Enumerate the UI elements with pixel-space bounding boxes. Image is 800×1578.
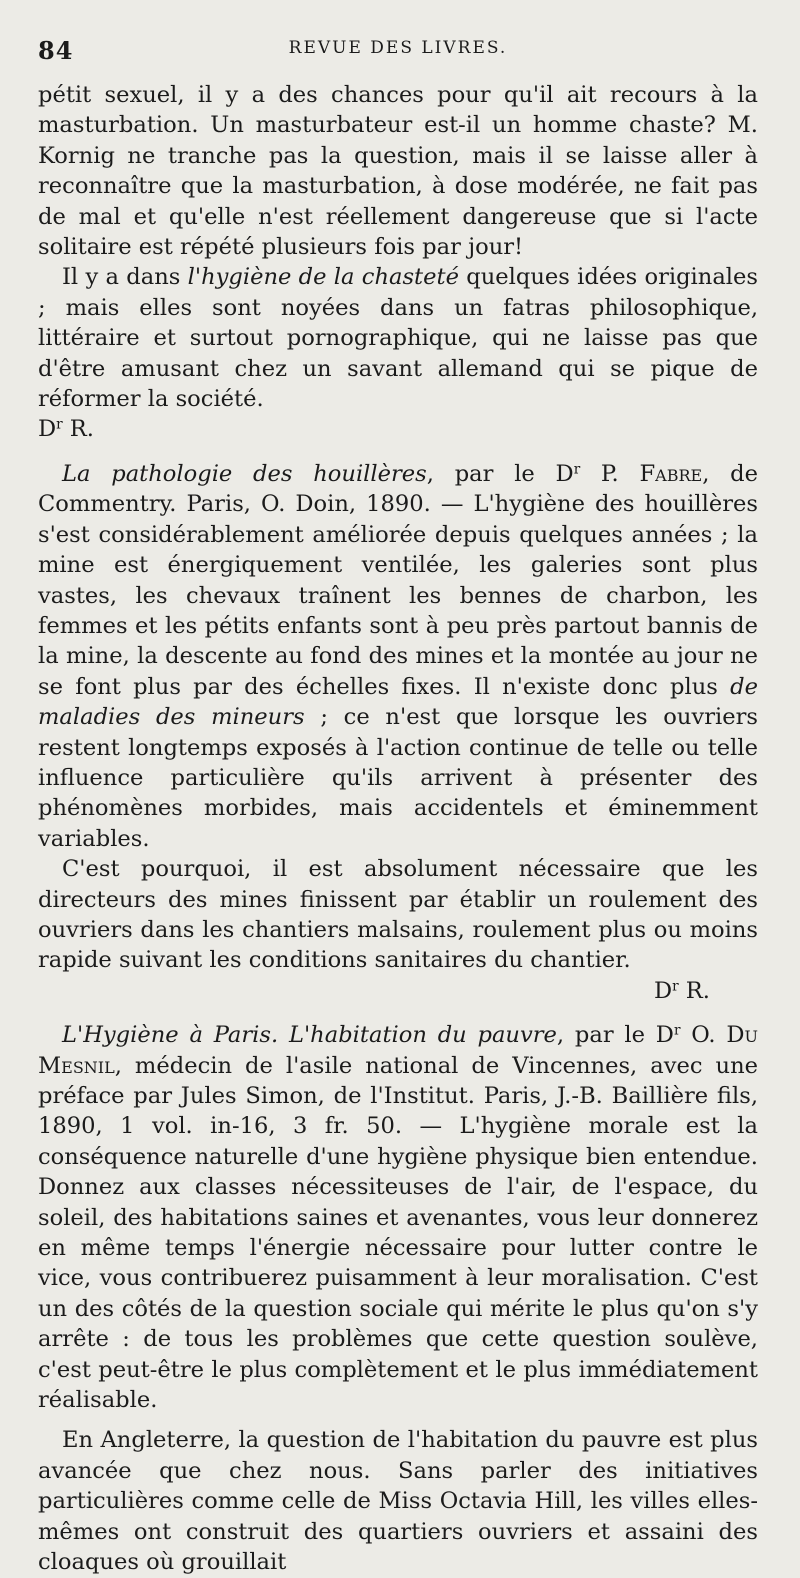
text-run: C'est pourquoi, il est absolument nécessaire que les directeurs des mines finissent par établir un roulement des ouvriers dans les chantiers malsains, roulement plus ou moins rapide suivant les conditions sanitaires du chantier. bbox=[38, 856, 758, 974]
text-run: P. bbox=[580, 460, 640, 487]
italic-phrase: de maladies des mineurs bbox=[38, 673, 758, 731]
text-sup: r bbox=[673, 1022, 681, 1039]
signature-sup: r bbox=[672, 978, 679, 995]
signature-text: R. bbox=[62, 416, 94, 443]
paragraph: pétit sexuel, il y a des chances pour qu'il ait recours à la masturbation. Un masturbateur est-il un homme chaste? M. Kornig ne tranche pas la question, mais il se laisse aller à reconnaître que la masturbation, à dose modérée, ne fait pas de mal et qu'elle n'est réellement dangereuse que si l'acte solitaire est répété plusieurs fois par jour! bbox=[38, 82, 758, 261]
text-run: quelques idées originales ; mais elles sont noyées dans un fatras philosophique, littéraire et surtout pornographique, qui ne laisse pas que d'être amusant chez un savant allemand qui se pique de réformer la société. bbox=[38, 264, 758, 413]
paragraph bbox=[38, 1020, 758, 1415]
page-body bbox=[38, 80, 758, 1578]
text-run: , de Commentry. Paris, O. Doin, 1890. — L'hygiène des houillères s'est considérablement améliorée depuis quelques années ; la mine est énergiquement ventilée, les galeries sont plus vastes, les chevaux traînent les bennes de charbon, les femmes et les pétits enfants sont à peu près partout bannis de la mine, la descente au fond des mines et la montée au jour ne se font plus par des échelles fixes. Il n'existe donc plus bbox=[38, 460, 758, 700]
book-title: La pathologie des houillères bbox=[62, 460, 427, 487]
paragraph bbox=[38, 854, 758, 1004]
review-chastete bbox=[38, 80, 758, 445]
author-name: Du Mesnil bbox=[38, 1022, 758, 1079]
author-name: Fabre bbox=[639, 460, 703, 487]
page-header bbox=[38, 30, 758, 80]
page-number: 84 bbox=[38, 36, 74, 65]
paragraph-gap bbox=[38, 1415, 758, 1425]
text-sup: r bbox=[573, 461, 581, 478]
section-gap bbox=[38, 445, 758, 459]
paragraph bbox=[38, 459, 758, 854]
running-title: REVUE DES LIVRES. bbox=[288, 38, 508, 58]
review-habitation bbox=[38, 1020, 758, 1577]
review-signature bbox=[630, 976, 710, 1006]
text-run: , par le D bbox=[556, 1022, 674, 1049]
signature-text: D bbox=[38, 416, 57, 443]
paragraph bbox=[38, 262, 758, 414]
signature-text: D bbox=[654, 977, 673, 1004]
text-run: , médecin de l'asile national de Vincennes, avec une préface par Jules Simon, de l'Institut. Paris, J.-B. Baillière fils, 1890, 1 vol. in-16, 3 fr. 50. — L'hygiène morale est la conséquence naturelle d'une hygiène physique bien entendue. Donnez aux classes nécessiteuses de l'air, de l'espace, du soleil, des habitations saines et avenantes, vous leur donnerez en même temps l'énergie nécessaire pour lutter contre le vice, vous contribuerez puisamment à leur moralisation. C'est un des côtés de la question sociale qui mérite le plus qu'on s'y arrête : de tous les problèmes que cette question soulève, c'est peut-être le plus complètement et le plus immédiatement réalisable. bbox=[38, 1052, 758, 1414]
paragraph: En Angleterre, la question de l'habitation du pauvre est plus avancée que chez nous. Sans parler des initiatives particulières comme celle de Miss Octavia Hill, les villes elles-mêmes ont construit des quartiers ouvriers et assaini des cloaques où grouillait bbox=[38, 1427, 758, 1576]
text-run: O. bbox=[680, 1022, 727, 1049]
review-houilleres bbox=[38, 459, 758, 1004]
text-run: , par le D bbox=[426, 460, 574, 487]
signature-text: R. bbox=[678, 977, 710, 1004]
signature-sup: r bbox=[56, 417, 63, 434]
review-signature bbox=[38, 414, 758, 444]
section-gap bbox=[38, 1006, 758, 1020]
book-title: l'hygiène de la chasteté bbox=[187, 264, 459, 291]
text-run: Il y a dans bbox=[62, 264, 188, 291]
text-run: ; ce n'est que lorsque les ouvriers restent longtemps exposés à l'action continue de telle ou telle influence particulière qu'ils arrivent à présenter des phénomènes morbides, mais accidentels et éminemment variables. bbox=[38, 704, 758, 852]
book-title: L'Hygiène à Paris. L'habitation du pauvre bbox=[62, 1022, 557, 1049]
